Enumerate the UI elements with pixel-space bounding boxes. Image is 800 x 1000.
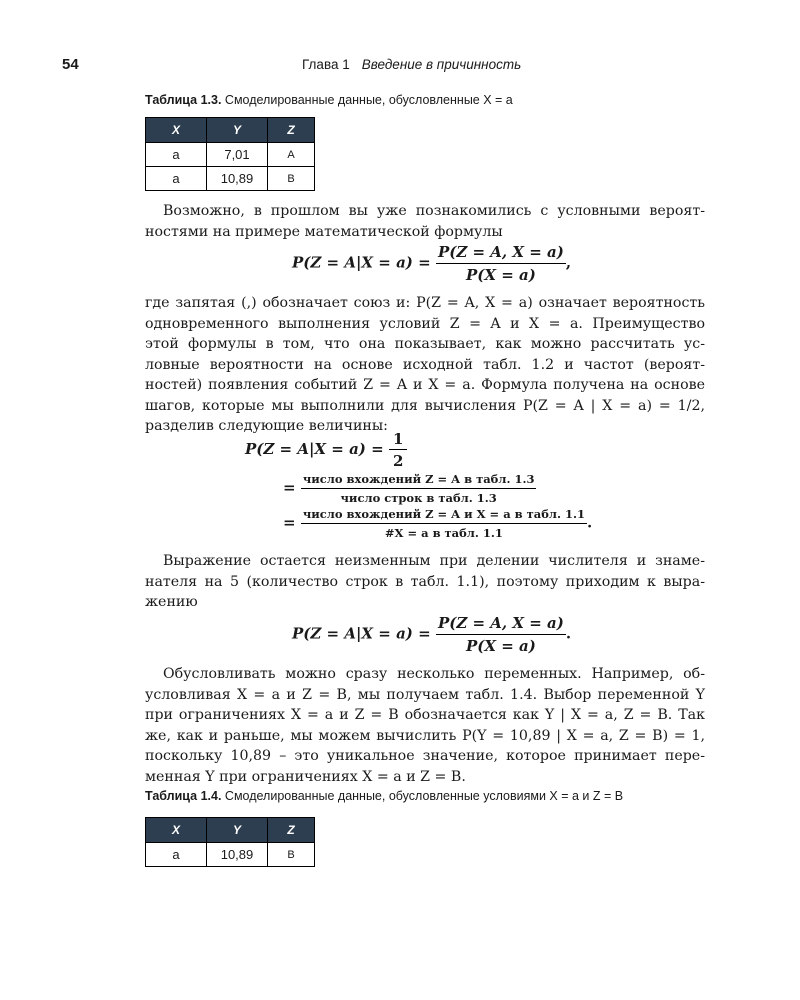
table-row — [146, 167, 315, 191]
paragraph-1 — [145, 201, 705, 242]
running-head — [302, 57, 521, 72]
equals-sign: = — [283, 478, 296, 497]
table-cell: B — [268, 167, 315, 191]
paragraph-2 — [145, 293, 705, 437]
derivation-line-2 — [283, 472, 592, 505]
fraction-denominator: P(X = a) — [465, 637, 536, 655]
table-1-3 — [145, 117, 315, 191]
formula-tail: , — [565, 253, 572, 272]
text-line: разделив следующие величины: — [145, 418, 388, 434]
table-1-4-caption — [145, 789, 623, 803]
table-cell: 10,89 — [207, 167, 268, 191]
text-line: менная Y при ограничениях X = a и Z = B. — [145, 768, 466, 785]
text-line: шагов, которые мы выполнили для вычисления P(Z = A | X = a) = 1/2, — [145, 397, 705, 414]
formula-lhs: P(Z = A|X = a) = — [292, 253, 431, 272]
column-header: Z — [268, 818, 315, 843]
text-line: ностями на примере математической формулы — [145, 223, 503, 240]
fraction-denominator: 2 — [392, 452, 404, 470]
fraction-numerator: 1 — [389, 430, 407, 450]
fraction-denominator: #X = a в табл. 1.1 — [384, 526, 503, 540]
formula-fraction — [301, 507, 587, 540]
column-header: X — [146, 118, 207, 143]
table-cell: B — [268, 843, 315, 867]
text-line: нателя на 5 (количество строк в табл. 1.1), поэтому приходим к выра- — [145, 573, 705, 590]
caption-text: Смоделированные данные, обусловленные X = a — [224, 93, 513, 107]
formula-tail: . — [587, 513, 593, 532]
text-line: ловные вероятности на основе исходной табл. 1.2 и частот (вероят- — [145, 356, 705, 373]
paragraph-4 — [145, 664, 705, 787]
column-header: Y — [207, 818, 268, 843]
caption-text: Смоделированные данные, обусловленные условиями X = a и Z = B — [224, 789, 624, 803]
formula-fraction — [389, 430, 407, 470]
caption-label: Таблица 1.3. — [145, 93, 222, 107]
derivation-line-3 — [283, 507, 592, 540]
chapter-label: Глава 1 — [302, 57, 350, 72]
text-line: Обусловливать можно сразу несколько переменных. Например, об- — [163, 666, 705, 682]
formula-derivation — [245, 430, 592, 540]
column-header: Z — [268, 118, 315, 143]
table-cell: 7,01 — [207, 143, 268, 167]
table-1-3-caption — [145, 93, 513, 107]
fraction-numerator: P(Z = A, X = a) — [436, 614, 566, 635]
formula-lhs: P(Z = A|X = a) = — [245, 440, 384, 458]
text-line: где запятая (,) обозначает союз и: P(Z = A, X = a) означает вероятность — [145, 295, 705, 311]
table-header-row — [146, 818, 315, 843]
table-cell: a — [146, 143, 207, 167]
table-cell: A — [268, 143, 315, 167]
text-line: одновременного выполнения условий Z = A и X = a. Преимущество — [145, 315, 705, 332]
fraction-numerator: число вхождений Z = A и X = a в табл. 1.1 — [301, 507, 587, 524]
text-line: ностей) появления событий Z = A и X = a. Формула получена на основе — [145, 377, 705, 393]
fraction-denominator: число строк в табл. 1.3 — [340, 491, 497, 505]
fraction-numerator: P(Z = A, X = a) — [436, 243, 566, 264]
text-line: же, как и раньше, мы можем вычислить P(Y = 10,89 | X = a, Z = B) = 1, — [145, 727, 705, 744]
table-1-4 — [145, 817, 315, 867]
paragraph-3 — [145, 551, 705, 613]
text-line: Возможно, в прошлом вы уже познакомились с условными вероят- — [163, 203, 705, 219]
formula-fraction — [301, 472, 537, 505]
text-line: Выражение остается неизменным при делении числителя и знаме- — [163, 553, 705, 569]
table-cell: a — [146, 843, 207, 867]
equals-sign: = — [283, 513, 296, 532]
table-cell: 10,89 — [207, 843, 268, 867]
chapter-title: Введение в причинность — [361, 57, 522, 72]
fraction-numerator: число вхождений Z = A в табл. 1.3 — [301, 472, 537, 489]
text-line: поскольку 10,89 – это уникальное значение, которое принимает пере- — [145, 748, 705, 764]
formula-conditional-probability-2 — [292, 614, 571, 655]
caption-label: Таблица 1.4. — [145, 789, 222, 803]
fraction-denominator: P(X = a) — [465, 266, 536, 284]
text-line: условливая X = a и Z = B, мы получаем табл. 1.4. Выбор переменной Y — [145, 686, 705, 703]
formula-tail: . — [565, 624, 572, 643]
formula-lhs: P(Z = A|X = a) = — [292, 624, 431, 643]
formula-fraction — [436, 243, 566, 284]
page-number: 54 — [62, 56, 79, 73]
table-header-row — [146, 118, 315, 143]
table-row — [146, 843, 315, 867]
column-header: Y — [207, 118, 268, 143]
formula-conditional-probability — [292, 243, 571, 284]
text-line: жению — [145, 594, 198, 610]
text-line: при ограничениях X = a и Z = B обозначается как Y | X = a, Z = B. Так — [145, 707, 705, 723]
table-row — [146, 143, 315, 167]
formula-fraction — [436, 614, 566, 655]
column-header: X — [146, 818, 207, 843]
derivation-line-1 — [245, 430, 592, 470]
table-cell: a — [146, 167, 207, 191]
text-line: этой формулы в том, что она показывает, как можно рассчитать ус- — [145, 336, 705, 352]
